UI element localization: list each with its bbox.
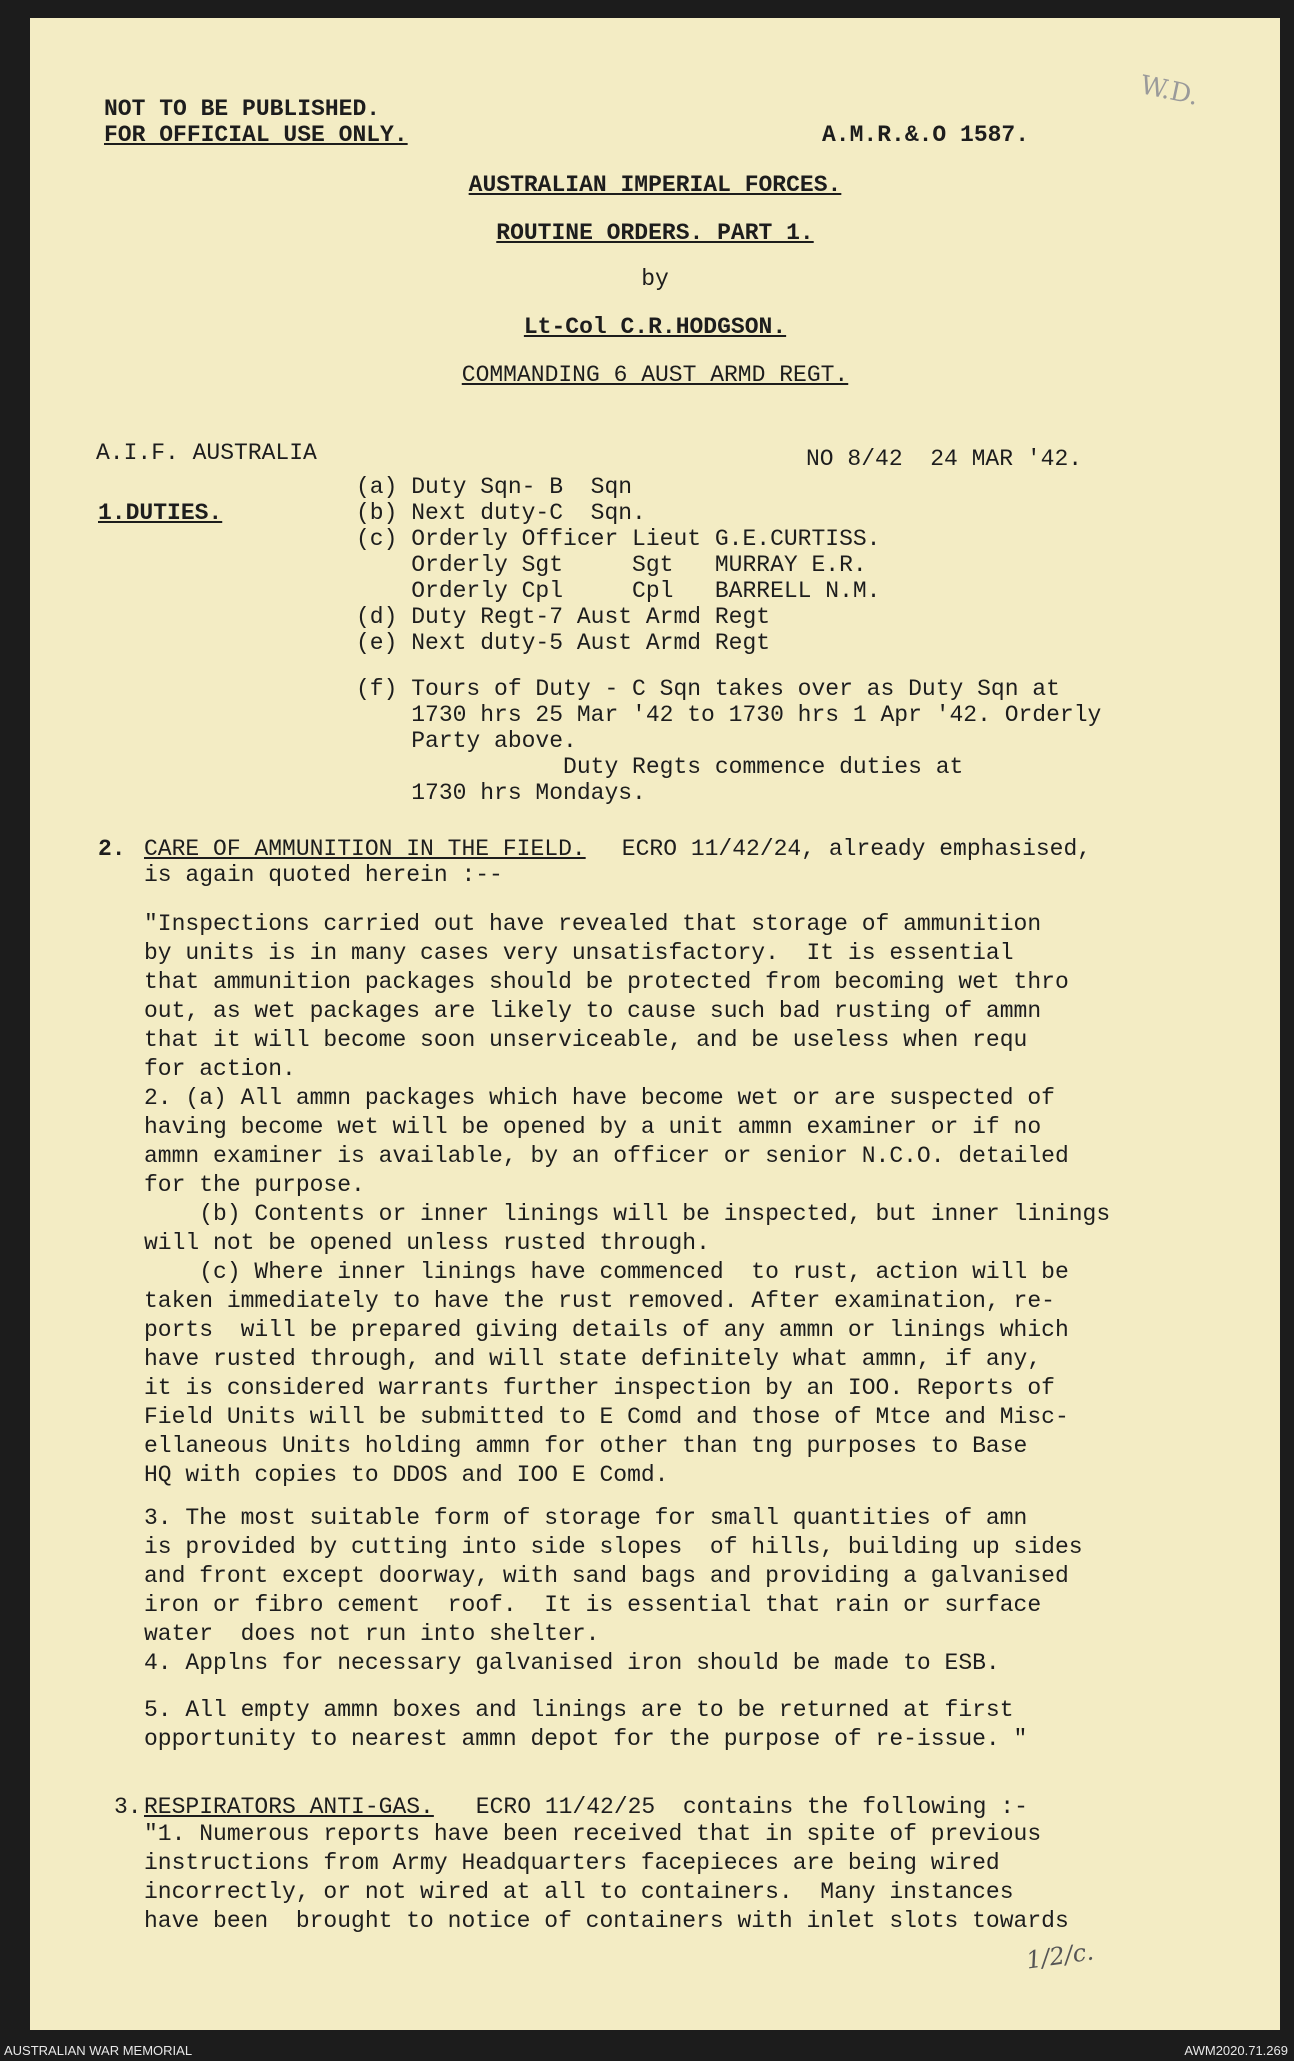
duties-heading: 1.DUTIES. [98,500,223,526]
text-line: opportunity to nearest ammn depot for the purpose of re-issue. " [144,1726,1028,1752]
text-line: 5. All empty ammn boxes and linings are to be returned at first [144,1697,1014,1723]
text-line: ports will be prepared giving details of any ammn or linings which [144,1317,1069,1343]
duty-line: (b) Next duty-C Sqn. [356,500,646,526]
duty-line: (a) Duty Sqn- B Sqn [356,474,633,500]
text-line: for action. [144,1056,296,1082]
footer-institution: AUSTRALIAN WAR MEMORIAL [4,2043,193,2058]
unit-name: COMMANDING 6 AUST ARMD REGT. [461,362,849,388]
duty-line: Orderly Sgt Sgt MURRAY E.R. [356,552,867,578]
text-line: "1. Numerous reports have been received that in spite of previous [144,1821,1042,1847]
text-line: water does not run into shelter. [144,1621,600,1647]
order-number: NO 8/42 24 MAR '42. [806,446,1083,472]
text-line: it is considered warrants further inspection by an IOO. Reports of [144,1375,1055,1401]
tours-line: 1730 hrs 25 Mar '42 to 1730 hrs 1 Apr '42. Orderly [356,702,1102,728]
restriction-line-1: NOT TO BE PUBLISHED. [104,96,381,122]
text-line: having become wet will be opened by a unit ammn examiner or if no [144,1114,1042,1140]
title-line-3: by [641,266,669,292]
duty-line: (d) Duty Regt-7 Aust Armd Regt [356,604,771,630]
text-line: have rusted through, and will state definitely what ammn, if any, [144,1346,1042,1372]
duty-line: (e) Next duty-5 Aust Armd Regt [356,630,771,656]
handwritten-initials: 1/2/c. [1024,1937,1096,1975]
title-line-2: ROUTINE ORDERS. PART 1. [496,220,814,246]
text-line: that it will become soon unserviceable, and be useless when requ [144,1027,1028,1053]
text-line: instructions from Army Headquarters facepieces are being wired [144,1850,1000,1876]
text-line: ammn examiner is available, by an officer or senior N.C.O. detailed [144,1143,1069,1169]
text-line: Field Units will be submitted to E Comd and those of Mtce and Misc- [144,1404,1069,1430]
text-line: "Inspections carried out have revealed that storage of ammunition [144,911,1042,937]
text-line: that ammunition packages should be protected from becoming wet thro [144,969,1069,995]
text-line: 2. (a) All ammn packages which have become wet or are suspected of [144,1085,1055,1111]
section-2-number: 2. [98,836,126,862]
reference-number: A.M.R.&.O 1587. [822,122,1030,148]
section-3-number: 3. [114,1794,142,1820]
text-line: by units is in many cases very unsatisfactory. It is essential [144,940,1014,966]
text-line: (b) Contents or inner linings will be inspected, but inner linings [144,1201,1111,1227]
text-line: iron or fibro cement roof. It is essential that rain or surface [144,1592,1042,1618]
pencil-annotation: W.D. [1137,70,1202,112]
text-line: 3. The most suitable form of storage for small quantities of amn [144,1505,1028,1531]
text-line: will not be opened unless rusted through. [144,1230,710,1256]
tours-line: Party above. [356,728,577,754]
text-line: and front except doorway, with sand bags and providing a galvanised [144,1563,1069,1589]
text-line: for the purpose. [144,1172,365,1198]
section-3-heading: RESPIRATORS ANTI-GAS. [144,1794,434,1820]
restriction-line-2: FOR OFFICIAL USE ONLY. [104,122,408,148]
text-line: 4. Applns for necessary galvanised iron should be made to ESB. [144,1650,1000,1676]
text-line: out, as wet packages are likely to cause such bad rusting of ammn [144,998,1042,1024]
footer-accession-number: AWM2020.71.269 [1184,2043,1288,2058]
text-line: HQ with copies to DDOS and IOO E Comd. [144,1462,669,1488]
section-2-intro: ECRO 11/42/24, already emphasised, [608,836,1092,862]
text-line: is provided by cutting into side slopes of hills, building up sides [144,1534,1083,1560]
tours-line: (f) Tours of Duty - C Sqn takes over as Duty Sqn at [356,676,1060,702]
location: A.I.F. AUSTRALIA [96,440,317,466]
text-line: (c) Where inner linings have commenced to rust, action will be [144,1259,1069,1285]
text-line: have been brought to notice of containers with inlet slots towards [144,1908,1069,1934]
section-3-intro: ECRO 11/42/25 contains the following :- [462,1794,1028,1820]
duty-line: Orderly Cpl Cpl BARRELL N.M. [356,578,881,604]
archive-footer [0,2040,1294,2061]
tours-line: Duty Regts commence duties at [356,754,964,780]
document-page [30,18,1280,2030]
duty-line: (c) Orderly Officer Lieut G.E.CURTISS. [356,526,881,552]
text-line: taken immediately to have the rust removed. After examination, re- [144,1288,1055,1314]
title-line-1: AUSTRALIAN IMPERIAL FORCES. [468,172,842,198]
section-2-intro-2: is again quoted herein :-- [144,862,503,888]
text-line: incorrectly, or not wired at all to containers. Many instances [144,1879,1014,1905]
tours-line: 1730 hrs Mondays. [356,780,646,806]
commanding-officer: Lt-Col C.R.HODGSON. [523,314,787,340]
section-2-heading: CARE OF AMMUNITION IN THE FIELD. [144,836,586,862]
text-line: ellaneous Units holding ammn for other than tng purposes to Base [144,1433,1028,1459]
